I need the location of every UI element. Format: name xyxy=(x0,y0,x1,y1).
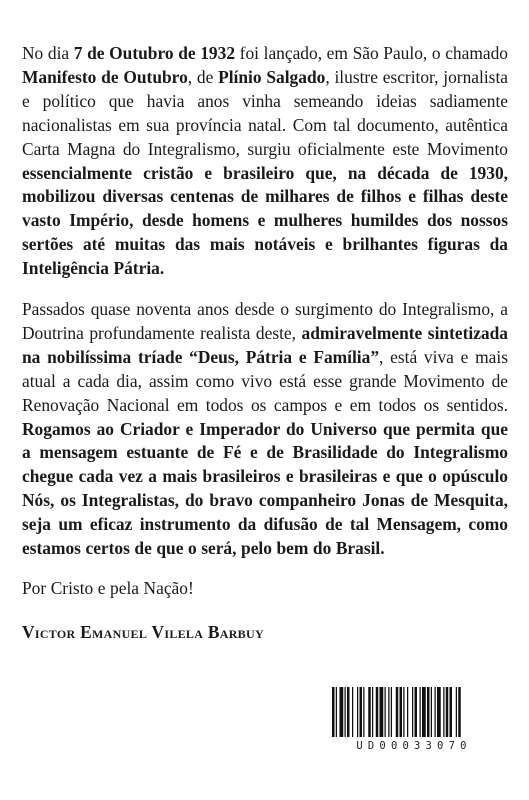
barcode-bar xyxy=(357,687,358,737)
barcode-bar xyxy=(340,687,344,737)
barcode-bar xyxy=(437,687,441,737)
barcode-bar xyxy=(372,687,373,737)
paragraph-1-text xyxy=(22,42,508,281)
barcode-bar xyxy=(396,687,399,737)
barcode-bar xyxy=(431,687,432,737)
paragraph-2 xyxy=(22,298,508,561)
barcode-bar xyxy=(332,687,335,737)
barcode-bar xyxy=(360,687,363,737)
barcode-bar xyxy=(400,687,403,737)
bold-text: Plínio Salgado xyxy=(218,66,326,87)
barcode-bar xyxy=(391,687,392,737)
barcode-bar xyxy=(415,687,418,737)
barcode-bar xyxy=(427,687,430,737)
barcode-bar xyxy=(347,687,350,737)
barcode-bar xyxy=(412,687,413,737)
paragraph-2-text xyxy=(22,298,508,561)
barcode-number: UD00033070 xyxy=(356,740,472,752)
closing-line xyxy=(22,577,508,601)
barcode-bar xyxy=(420,687,421,737)
barcode-bar xyxy=(363,687,364,737)
barcode-bar xyxy=(446,687,449,737)
barcode-bar xyxy=(443,687,444,737)
barcode-bars xyxy=(330,685,498,741)
barcode-bar xyxy=(345,687,346,737)
bold-text: Manifesto de Outubro xyxy=(22,66,188,87)
barcode-bar xyxy=(380,687,384,737)
barcode-bar xyxy=(450,687,453,737)
barcode-bar xyxy=(368,687,371,737)
regular-text: foi lançado, em São Paulo, o chamado xyxy=(235,43,508,63)
barcode-bar xyxy=(458,687,461,737)
regular-text: , de xyxy=(187,66,219,87)
regular-text: , está viva e mais atual a cada dia, assim como vivo está esse grande Movimento de Renovação Nacional em todos os campos e em todos os sentidos. xyxy=(22,346,508,415)
barcode-bar xyxy=(422,687,426,737)
bold-text: admiravelmente sintetizada na nobilíssima tríade “Deus, Pátria e Família” xyxy=(22,322,508,367)
closing-text: Por Cristo e pela Nação! xyxy=(22,578,194,598)
bold-text: 7 de Outubro de 1932 xyxy=(73,43,236,63)
barcode xyxy=(330,685,498,759)
barcode-bar xyxy=(336,687,337,737)
barcode-bar xyxy=(407,687,408,737)
paragraph-1 xyxy=(22,42,508,281)
barcode-bar xyxy=(388,687,389,737)
regular-text: , ilustre escritor, jornalista e político que havia anos vinha semeando ideias sadiamente nacionalistas em sua província natal. Com tal documento, autêntica Carta Magna do Integralismo, surgiu oficialmente este Movimento xyxy=(22,66,508,159)
bold-text: essencialmente cristão e brasileiro que, na década de 1930, mobilizou diversas centenas de milhares de filhos e filhas deste vasto Império, desde homens e mulheres humildes dos nossos sertões até muitas das mais notáveis e brilhantes figuras da Inteligência Pátria. xyxy=(22,162,508,279)
barcode-bar xyxy=(352,687,353,737)
regular-text: No dia xyxy=(22,43,74,63)
barcode-bar xyxy=(403,687,404,737)
barcode-bar xyxy=(456,687,457,737)
barcode-bar xyxy=(385,687,386,737)
regular-text: Passados quase noventa anos desde o surgimento do Integralismo, a Doutrina profundamente realista deste, xyxy=(22,299,508,343)
bold-text: Rogamos ao Criador e Imperador do Universo que permita que a mensagem estuante de Fé e de Brasilidade do Integralismo chegue cada vez a mais brasileiros e brasileiras e que o opúsculo Nós, os Integralistas, do bravo companheiro Jonas de Mesquita, seja um eficaz instrumento da difusão de tal Mensagem, como estamos certos de que o será, pelo bem do Brasil. xyxy=(22,418,508,559)
barcode-bar xyxy=(376,687,379,737)
barcode-bar xyxy=(435,687,436,737)
author-signature: Victor Emanuel Vilela Barbuy xyxy=(22,622,264,642)
